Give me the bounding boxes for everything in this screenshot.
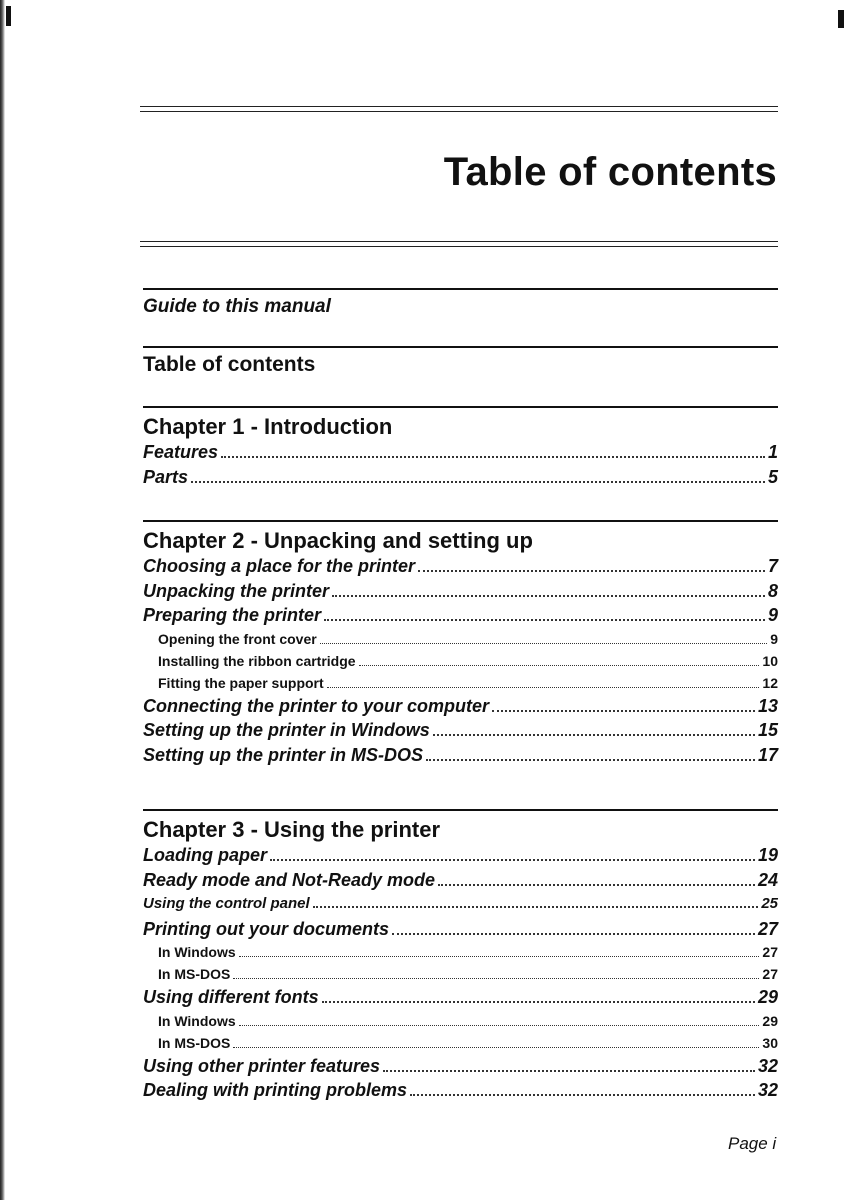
toc-entry-label: In Windows [158, 944, 236, 960]
toc-entry[interactable] [143, 603, 778, 628]
toc-entry[interactable] [143, 650, 778, 672]
chapter-heading: Chapter 2 - Unpacking and setting up [143, 528, 533, 553]
toc-entry-page: 9 [770, 630, 778, 647]
toc-entry-label: Fitting the paper support [158, 674, 324, 691]
toc-link[interactable]: Table of contents [143, 353, 316, 376]
toc-entry-label: Using the control panel [143, 895, 310, 912]
toc-entry-label: Loading paper [143, 845, 268, 865]
dot-leader [270, 859, 755, 861]
dot-leader [410, 1094, 755, 1096]
dot-leader [359, 665, 760, 666]
dot-leader [324, 619, 765, 621]
toc-entry-page: 24 [757, 869, 778, 890]
toc-entry-page: 27 [762, 944, 778, 960]
toc-entry-page: 13 [757, 695, 778, 716]
chapter-2-section [143, 520, 778, 767]
toc-entry[interactable] [143, 465, 778, 490]
dot-leader [322, 1001, 755, 1003]
chapter-1-section [143, 406, 778, 489]
toc-entry[interactable] [143, 1078, 778, 1103]
dot-leader [332, 595, 765, 597]
toc-entry-page: 1 [767, 442, 778, 462]
scan-edge [0, 0, 5, 1200]
dot-leader [233, 1047, 759, 1048]
toc-entry-page: 32 [757, 1055, 778, 1076]
dot-leader [438, 884, 755, 886]
toc-entry[interactable] [143, 554, 778, 579]
dot-leader [327, 687, 760, 688]
dot-leader [233, 978, 759, 979]
dot-leader [426, 759, 755, 761]
toc-entry-page: 17 [757, 744, 778, 765]
toc-entry-label: Unpacking the printer [143, 580, 330, 601]
toc-entry-label: Choosing a place for the printer [143, 556, 416, 576]
dot-leader [313, 906, 759, 908]
dot-leader [191, 481, 765, 483]
page-title: Table of contents [443, 150, 777, 194]
toc-entry-label: Features [143, 442, 219, 462]
toc-entry-page: 29 [762, 1012, 778, 1029]
toc-entry-page: 8 [767, 580, 778, 601]
toc-entry[interactable] [143, 963, 778, 985]
chapter-heading: Chapter 3 - Using the printer [143, 817, 441, 842]
toc-entry-page: 5 [767, 466, 778, 487]
toc-entry-label: Using other printer features [143, 1055, 381, 1076]
toc-entry-label: Ready mode and Not-Ready mode [143, 869, 436, 890]
toc-entry[interactable] [143, 440, 778, 465]
toc-entry[interactable] [143, 743, 778, 768]
toc-entry-page: 32 [757, 1080, 778, 1100]
toc-entry-label: Preparing the printer [143, 605, 322, 625]
dot-leader [433, 734, 755, 736]
dot-leader [392, 933, 755, 935]
toc-entry-page: 9 [767, 605, 778, 625]
toc-entry-page: 7 [767, 556, 778, 576]
scan-mark-left [6, 6, 11, 26]
toc-entry-page: 27 [757, 918, 778, 939]
dot-leader [320, 643, 768, 644]
toc-entry-page: 19 [757, 845, 778, 865]
toc-section [143, 346, 778, 377]
toc-entry[interactable] [143, 628, 778, 650]
toc-entry[interactable] [143, 1032, 778, 1054]
dot-leader [492, 710, 755, 712]
toc-entry[interactable] [143, 941, 778, 963]
toc-entry[interactable] [143, 917, 778, 942]
toc-entry[interactable] [143, 892, 778, 917]
toc-entry[interactable] [143, 1054, 778, 1079]
toc-entry[interactable] [143, 579, 778, 604]
dot-leader [239, 1025, 760, 1026]
dot-leader [221, 456, 765, 458]
toc-entry-page: 25 [761, 895, 778, 912]
toc-entry[interactable] [143, 718, 778, 743]
toc-entry-label: In MS-DOS [158, 966, 231, 982]
toc-entry[interactable] [143, 694, 778, 719]
toc-entry-page: 15 [757, 720, 778, 740]
toc-entry[interactable] [143, 868, 778, 893]
toc-entry-page: 10 [762, 652, 778, 669]
chapter-heading: Chapter 1 - Introduction [143, 414, 393, 439]
toc-entry-label: In MS-DOS [158, 1034, 231, 1051]
toc-entry-label: Parts [143, 466, 189, 487]
toc-entry-label: Setting up the printer in MS-DOS [143, 744, 423, 765]
toc-entry-label: Opening the front cover [158, 630, 317, 647]
guide-link[interactable]: Guide to this manual [143, 296, 331, 317]
toc-entry-label: Using different fonts [143, 987, 319, 1007]
toc-entry-label: Printing out your documents [143, 918, 389, 939]
dot-leader [418, 570, 765, 572]
toc-entry[interactable] [143, 985, 778, 1010]
toc-entry-label: Connecting the printer to your computer [143, 695, 490, 716]
toc-entry-label: Dealing with printing problems [143, 1080, 408, 1100]
chapter-3-section [143, 809, 778, 1103]
scan-mark-right [838, 10, 844, 28]
page-footer: Page i [728, 1134, 777, 1153]
toc-entry[interactable] [143, 672, 778, 694]
dot-leader [383, 1070, 755, 1072]
guide-section [143, 288, 778, 318]
title-bottom-rule [140, 241, 778, 247]
dot-leader [239, 956, 760, 957]
toc-entry[interactable] [143, 843, 778, 868]
toc-entry-page: 12 [762, 674, 778, 691]
toc-entry-label: In Windows [158, 1012, 236, 1029]
toc-entry-page: 29 [757, 987, 778, 1007]
title-top-rule [140, 106, 778, 112]
toc-entry-page: 30 [762, 1034, 778, 1051]
toc-entry-label: Installing the ribbon cartridge [158, 652, 356, 669]
toc-entry-page: 27 [762, 966, 778, 982]
toc-entry[interactable] [143, 1010, 778, 1032]
toc-entry-label: Setting up the printer in Windows [143, 720, 430, 740]
